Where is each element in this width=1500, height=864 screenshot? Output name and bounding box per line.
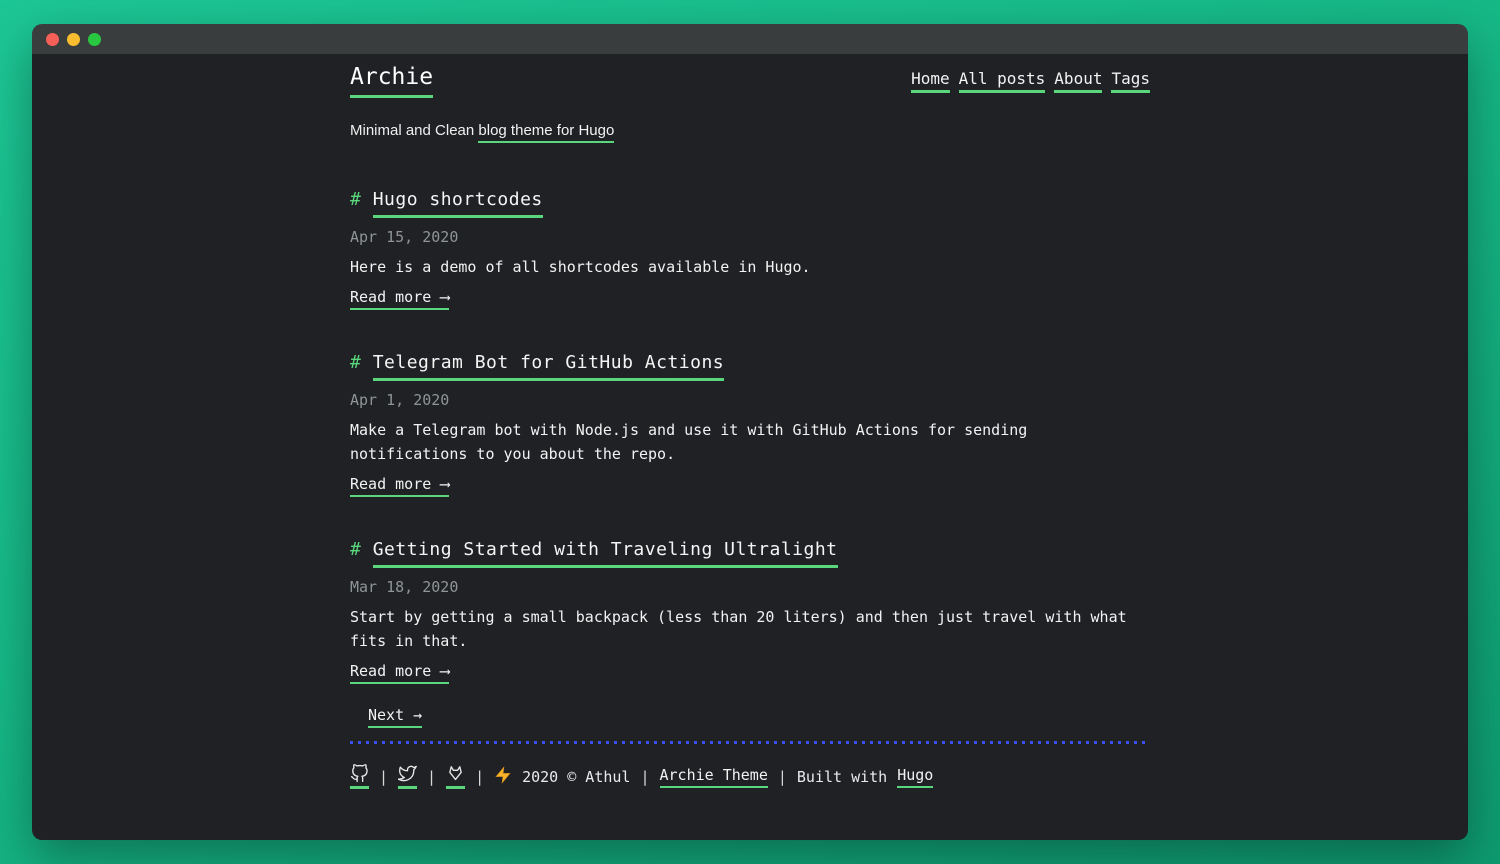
post-date: Apr 15, 2020 bbox=[350, 228, 459, 246]
maximize-button[interactable] bbox=[88, 33, 101, 46]
nav-all-posts[interactable]: All posts bbox=[959, 69, 1046, 93]
main-nav bbox=[911, 69, 1150, 93]
post-title-link[interactable]: Telegram Bot for GitHub Actions bbox=[373, 352, 724, 381]
theme-link[interactable]: Archie Theme bbox=[660, 766, 768, 788]
post-date: Mar 18, 2020 bbox=[350, 578, 459, 596]
post-item bbox=[350, 352, 1150, 497]
post-title-link[interactable]: Hugo shortcodes bbox=[373, 189, 543, 218]
site-tagline bbox=[350, 122, 1150, 139]
post-excerpt: Make a Telegram bot with Node.js and use it with GitHub Actions for sending notifications to you about the repo. bbox=[350, 421, 1028, 463]
tagline-text: Minimal and Clean bbox=[350, 122, 475, 139]
post-excerpt: Start by getting a small backpack (less than 20 liters) and then just travel with what fits in that. bbox=[350, 608, 1127, 650]
post-item bbox=[350, 189, 1150, 310]
close-button[interactable] bbox=[46, 33, 59, 46]
minimize-button[interactable] bbox=[67, 33, 80, 46]
hash-prefix: # bbox=[350, 539, 362, 560]
post-excerpt: Here is a demo of all shortcodes available in Hugo. bbox=[350, 258, 811, 276]
post-title-link[interactable]: Getting Started with Traveling Ultralight bbox=[373, 539, 838, 568]
browser-window bbox=[32, 24, 1468, 840]
page-viewport bbox=[32, 54, 1468, 840]
nav-about[interactable]: About bbox=[1054, 69, 1102, 93]
hash-prefix: # bbox=[350, 189, 362, 210]
built-with-text: Built with bbox=[796, 767, 888, 786]
post-title bbox=[350, 352, 1150, 373]
nav-tags[interactable]: Tags bbox=[1111, 69, 1150, 93]
read-more-link[interactable]: Read more ⟶ bbox=[350, 288, 449, 310]
read-more-link[interactable]: Read more ⟶ bbox=[350, 475, 449, 497]
post-title bbox=[350, 189, 1150, 210]
post-item bbox=[350, 539, 1150, 684]
separator: | bbox=[777, 767, 787, 786]
gitlab-icon[interactable] bbox=[446, 764, 465, 789]
footer-divider bbox=[350, 741, 1150, 744]
main-column bbox=[350, 54, 1150, 789]
hash-prefix: # bbox=[350, 352, 362, 373]
next-page-link[interactable]: Next → bbox=[368, 706, 422, 728]
footer bbox=[350, 764, 1150, 789]
post-list bbox=[350, 189, 1150, 684]
copyright-text: 2020 © Athul bbox=[522, 767, 631, 786]
zap-icon bbox=[494, 766, 512, 788]
pagination bbox=[350, 706, 1150, 724]
separator: | bbox=[475, 767, 485, 786]
post-title bbox=[350, 539, 1150, 560]
read-more-link[interactable]: Read more ⟶ bbox=[350, 662, 449, 684]
post-date: Apr 1, 2020 bbox=[350, 391, 450, 409]
separator: | bbox=[379, 767, 389, 786]
tagline-link[interactable]: blog theme for Hugo bbox=[478, 122, 614, 143]
separator: | bbox=[427, 767, 437, 786]
nav-home[interactable]: Home bbox=[911, 69, 950, 93]
site-title-link[interactable]: Archie bbox=[350, 64, 433, 98]
twitter-icon[interactable] bbox=[398, 764, 417, 789]
github-icon[interactable] bbox=[350, 764, 369, 789]
hugo-link[interactable]: Hugo bbox=[897, 766, 933, 788]
separator: | bbox=[640, 767, 650, 786]
site-header bbox=[350, 64, 1150, 98]
window-titlebar bbox=[32, 24, 1468, 54]
